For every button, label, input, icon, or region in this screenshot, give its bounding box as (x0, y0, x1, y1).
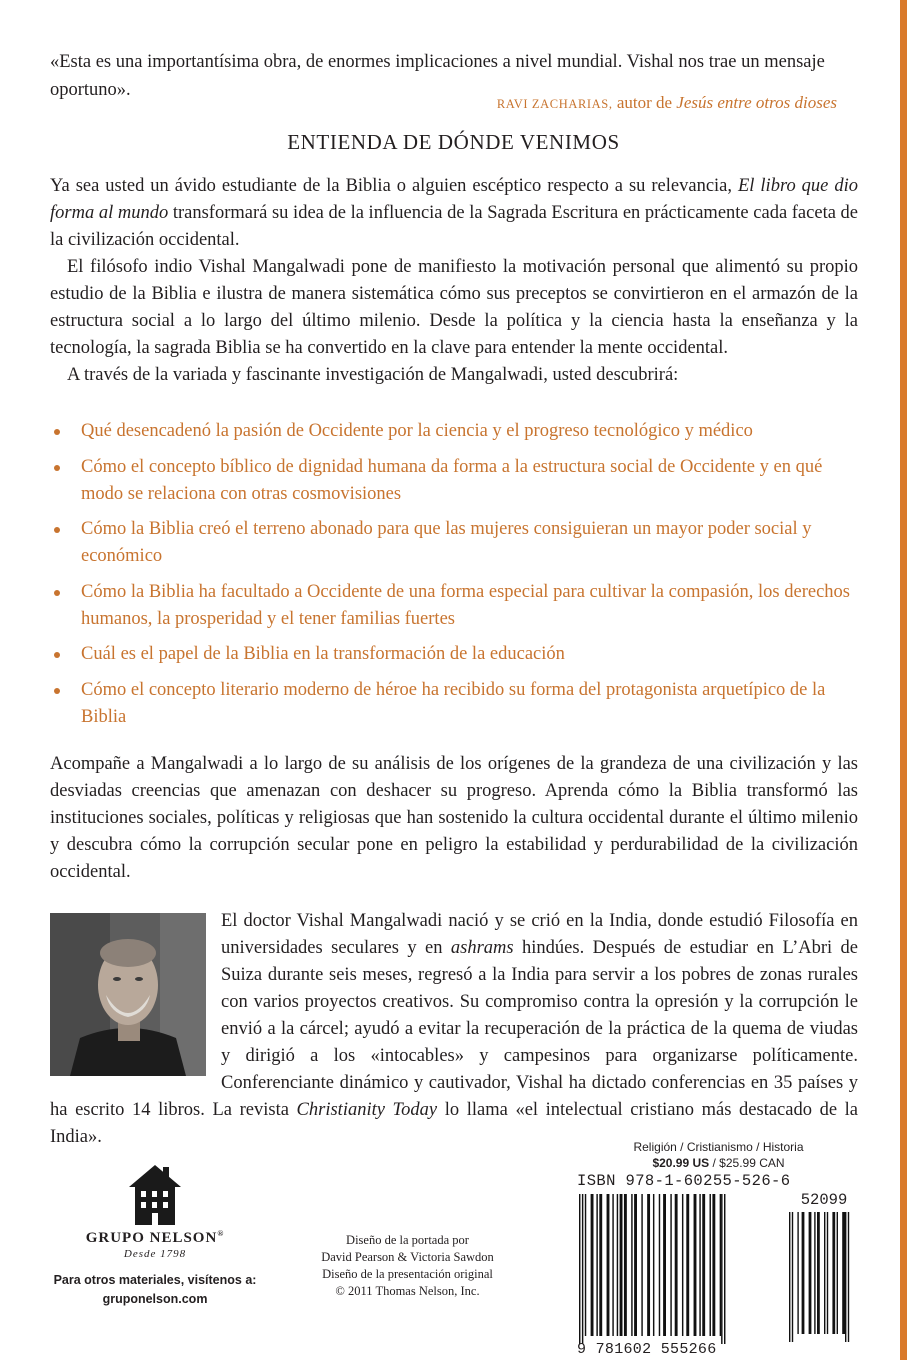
orange-spine-edge (900, 0, 907, 1360)
barcode-block (577, 1139, 860, 1360)
book-category: Religión / Cristianismo / Historia (633, 1140, 804, 1154)
book-price: $20.99 US / $25.99 CAN (652, 1156, 785, 1170)
endorsement-attribution (497, 93, 837, 113)
intro-paragraph-2: El filósofo indio Vishal Mangalwadi pone de manifiesto la motivación personal que alimentó su propio estudio de la Biblia e ilustra de manera sistemática cómo sus preceptos se convirtieron en el armazón de la estructura social a lo largo del último milenio. Desde la política y la ciencia hasta la enseñanza y la tecnología, la sagrada Biblia se ha convertido en la clave para entender la mente occidental. (50, 257, 858, 358)
endorsement-author: RAVI ZACHARIAS, (496, 97, 613, 111)
publisher-visit: Para otros materiales, visítenos a: gruponelson.com (50, 1271, 260, 1309)
publisher-since: Desde 1798 (123, 1248, 187, 1260)
list-item: Cómo el concepto literario moderno de héroe ha recibido su forma del protagonista arquetípico de la Biblia (50, 677, 860, 731)
list-item: Cuál es el papel de la Biblia en la transformación de la educación (50, 641, 860, 668)
ean-barcode (577, 1194, 782, 1344)
bullet-dot-icon (54, 652, 60, 658)
bullet-dot-icon (54, 590, 60, 596)
bullet-dot-icon (54, 429, 60, 435)
price-addon-barcode (787, 1212, 861, 1342)
intro-paragraph-3: A través de la variada y fascinante investigación de Mangalwadi, usted descubrirá: (67, 365, 679, 385)
author-bio: El doctor Vishal Mangalwadi nació y se crió en la India, donde estudió Filosofía en universidades seculares y en ashrams hindúes. Después de estudiar en L’Abri de Suiza durante seis meses, regresó a la India para servir a los pobres de zonas rurales con varios proyectos creativos. Su compromiso contra la opresión y la corrupción le envió a la cárcel; ayudó a evitar la recuperación de la práctica de la quema de viudas y dirigió a los «intocables» y campesinos para organizarse políticamente. Conferenciante dinámico y cautivador, Vishal ha dictado conferencias en 35 países y ha escrito 14 libros. La revista Christianity Today lo llama «el intelectual cristiano más destacado de la India». (50, 911, 859, 1147)
bullet-dot-icon (54, 465, 60, 471)
publisher-logo (50, 1163, 260, 1260)
endorsement-quote: «Esta es una importantísima obra, de enormes implicaciones a nivel mundial. Vishal nos trae un mensaje oportuno». (50, 52, 825, 100)
publisher-name: GRUPO NELSON® (85, 1229, 225, 1246)
list-item: Cómo la Biblia ha facultado a Occidente de una forma especial para cultivar la compasión, los derechos humanos, la prosperidad y el tener familias fuertes (50, 579, 860, 633)
bullet-dot-icon (54, 527, 60, 533)
section-heading: ENTIENDA DE DÓNDE VENIMOS (287, 130, 620, 154)
discoveries-list (50, 418, 860, 739)
price-addon-digits: 52099 (800, 1191, 848, 1209)
intro-text (50, 173, 858, 389)
publisher-website-link[interactable]: gruponelson.com (102, 1292, 208, 1306)
endorsement-role: autor de (616, 93, 673, 112)
book-title: El libro que dio forma al mundo (50, 176, 858, 223)
list-item: Cómo la Biblia creó el terreno abonado para que las mujeres consiguieran un mayor poder social y económico (50, 516, 860, 570)
design-credits: Diseño de la portada por David Pearson & Victoria Sawdon Diseño de la presentación original © 2011 Thomas Nelson, Inc. (321, 1233, 494, 1298)
list-item: Cómo el concepto bíblico de dignidad humana da forma a la estructura social de Occidente y en qué modo se relaciona con otras cosmovisiones (50, 454, 860, 508)
ean-digits: 9 781602 555266 (577, 1341, 717, 1358)
intro-paragraph-1: Ya sea usted un ávido estudiante de la Biblia o alguien escéptico respecto a su relevancia, El libro que dio forma al mundo transformará su idea de la influencia de la Sagrada Escritura en prácticamente cada faceta de la civilización occidental. (50, 176, 859, 250)
isbn-label: ISBN 978-1-60255-526-6 (577, 1172, 791, 1190)
house-logo-icon (125, 1163, 185, 1227)
endorsement-book-title: Jesús entre otros dioses (676, 93, 837, 112)
closing-paragraph: Acompañe a Mangalwadi a lo largo de su análisis de los orígenes de la grandeza de una civilización y las desviadas creencias que amenazan con deshacer su progreso. Aprenda cómo la Biblia transformó las instituciones sociales, políticas y religiosas que han sostenido la cultura occidental durante el último milenio y descubra cómo la corrupción secular pone en peligro la estabilidad y perdurabilidad de la civilización occidental. (50, 754, 858, 882)
bullet-dot-icon (54, 688, 60, 694)
list-item: Qué desencadenó la pasión de Occidente por la ciencia y el progreso tecnológico y médico (50, 418, 860, 445)
